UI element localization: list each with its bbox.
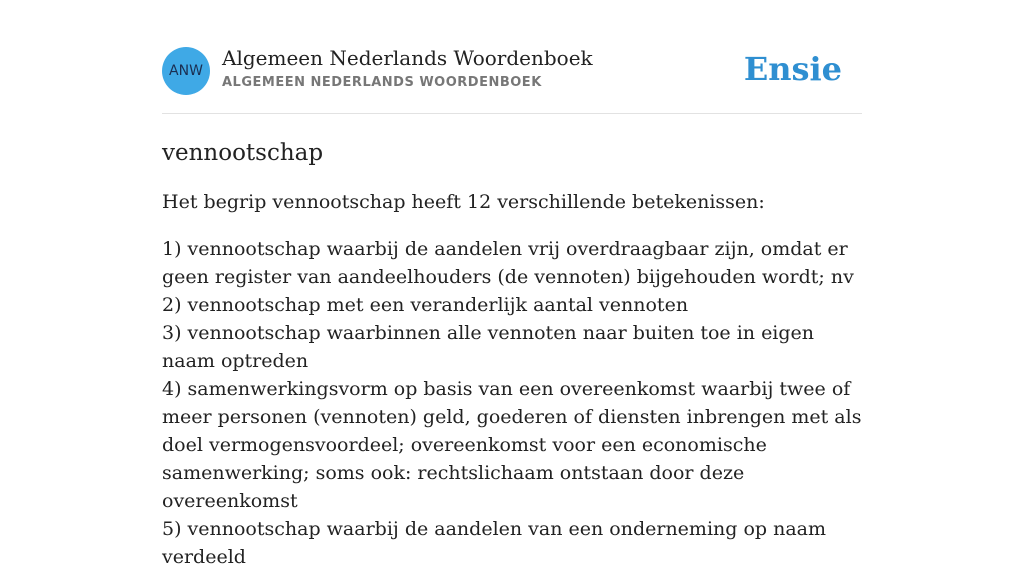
definition-item: 2) vennootschap met een veranderlijk aantal vennoten [162, 294, 689, 316]
site-header [162, 46, 862, 96]
anw-logo[interactable]: ANW [162, 47, 210, 95]
definition-item: 4) samenwerkingsvorm op basis van een overeenkomst waarbij twee of meer personen (vennoten) geld, goederen of diensten inbrengen met als doel vermogensvoordeel; overeenkomst voor een economische samenwerking; soms ook: rechtslichaam ontstaan door deze overeenkomst [162, 378, 862, 512]
definition-item: 3) vennootschap waarbinnen alle vennoten naar buiten toe in eigen naam optreden [162, 322, 815, 372]
ensie-logo[interactable]: Ensie [743, 50, 842, 88]
entry-content [162, 136, 862, 571]
entry-term: vennootschap [162, 140, 324, 166]
site-title[interactable]: Algemeen Nederlands Woordenboek [222, 46, 593, 70]
definition-list [162, 235, 862, 571]
site-subtitle: ALGEMEEN NEDERLANDS WOORDENBOEK [222, 75, 542, 90]
definition-item: 5) vennootschap waarbij de aandelen van een onderneming op naam verdeeld [162, 518, 827, 568]
entry-intro: Het begrip vennootschap heeft 12 verschillende betekenissen: [162, 191, 765, 213]
header-divider [162, 113, 862, 114]
definition-item: 1) vennootschap waarbij de aandelen vrij overdraagbaar zijn, omdat er geen register van aandeelhouders (de vennoten) bijgehouden wordt; nv [162, 238, 854, 288]
